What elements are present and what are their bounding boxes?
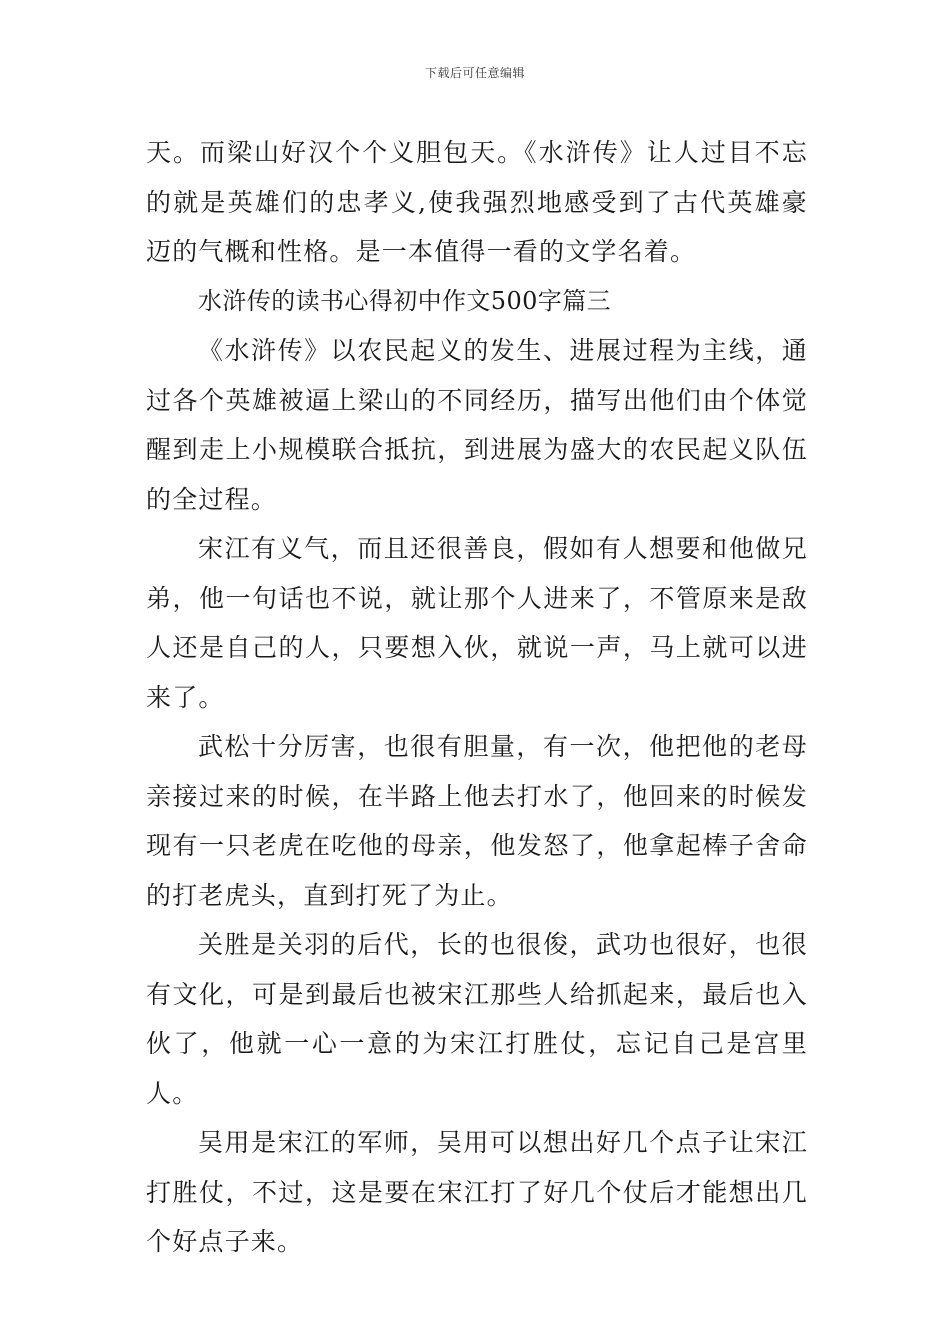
document-body [146,128,808,1267]
paragraph-continuation: 天。而梁山好汉个个义胆包天。《水浒传》让人过目不忘的就是英雄们的忠孝义,使我强烈地感受到了古代英雄豪迈的气概和性格。是一本值得一看的文学名着。 [146,138,808,266]
section-heading: 水浒传的读书心得初中作文500字篇三 [198,286,612,315]
paragraph-guansheng: 关胜是关羽的后代，长的也很俊，武功也很好，也很有文化，可是到最后也被宋江那些人给抓起来，最后也入伙了，他就一心一意的为宋江打胜仗，忘记自己是宫里人。 [146,930,808,1108]
page-header: 下载后可任意编辑 [424,66,525,80]
paragraph-wusong: 武松十分厉害，也很有胆量，有一次，他把他的老母亲接过来的时候，在半路上他去打水了，他回来的时候发现有一只老虎在吃他的母亲，他发怒了，他拿起棒子舍命的打老虎头，直到打死了为止。 [146,732,808,910]
paragraph-songjiang: 宋江有义气，而且还很善良，假如有人想要和他做兄弟，他一句话也不说，就让那个人进来了，不管原来是敌人还是自己的人，只要想入伙，就说一声，马上就可以进来了。 [146,534,808,712]
paragraph-intro: 《水浒传》以农民起义的发生、进展过程为主线，通过各个英雄被逼上梁山的不同经历，描写出他们由个体觉醒到走上小规模联合抵抗，到进展为盛大的农民起义队伍的全过程。 [146,336,808,514]
paragraph-wuyong: 吴用是宋江的军师，吴用可以想出好几个点子让宋江打胜仗，不过，这是要在宋江打了好几个仗后才能想出几个好点子来。 [146,1128,808,1256]
